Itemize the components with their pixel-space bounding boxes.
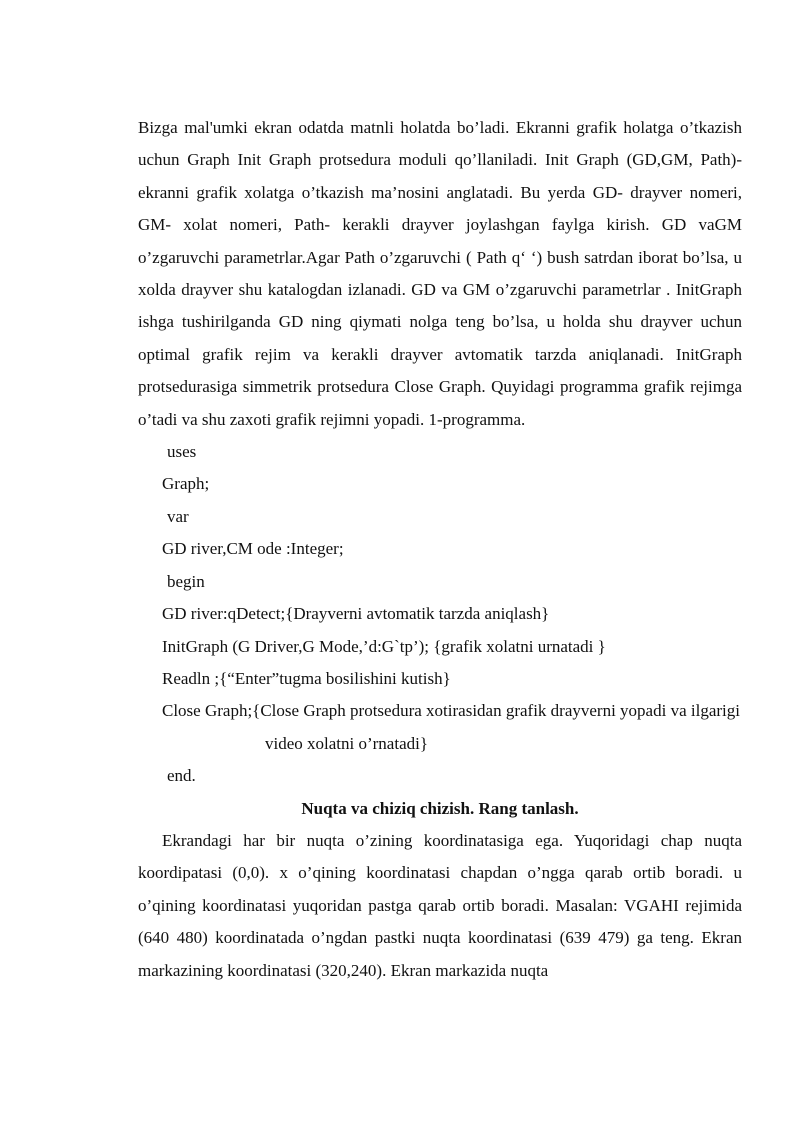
code-line-initgraph: InitGraph (G Driver,G Mode,’d:G`tp’); {grafik xolatni urnatadi } xyxy=(162,636,606,656)
code-line-closegraph: Close Graph;{Close Graph protsedura xotirasidan grafik drayverni yopadi va ilgarigi xyxy=(162,701,740,721)
code-line-declaration: GD river,CM ode :Integer; xyxy=(162,539,344,559)
code-line-end: end. xyxy=(167,766,196,786)
section-heading: Nuqta va chiziq chizish. Rang tanlash. xyxy=(301,798,579,818)
code-line-graph: Graph; xyxy=(162,474,210,494)
intro-paragraph: Bizga mal'umki ekran odatda matnli holatda bo’ladi. Ekranni grafik holatga o’tkazish uchun Graph Init Graph protsedura moduli qo’llaniladi. Init Graph (GD,GM, Path)- ekranni grafik xolatga o’tkazish ma’nosini anglatadi. Bu yerda GD- drayver nomeri, GM- xolat nomeri, Path- kerakli drayver joylashgan faylga kirish. GD vaGM o’zgaruvchi parametrlar.Agar Path o’zgaruvchi ( Path q‘ ‘) bush satrdan iborat bo’lsa, u xolda drayver shu katalogdan izlanadi. GD va GM o’zgaruvchi parametrlar . InitGraph ishga tushirilganda GD ning qiymati nolga teng bo’lsa, u holda shu drayver uchun optimal grafik rejim va kerakli drayver avtomatik tarzda aniqlanadi. InitGraph protsedurasiga simmetrik protsedura Close Graph. Quyidagi programma grafik rejimga o’tadi va shu zaxoti grafik rejimni yopadi. 1-programma. xyxy=(138,118,742,429)
section-paragraph: Ekrandagi har bir nuqta o’zining koordinatasiga ega. Yuqoridagi chap nuqta koordipatasi (0,0). x o’qining koordinatasi chapdan o’ngga qarab ortib boradi. u o’qining koordinatasi yuqoridan pastga qarab ortib boradi. Masalan: VGAHI rejimida (640 480) koordinatada o’ngdan pastki nuqta koordinatasi (639 479) ga teng. Ekran markazining koordinatasi (320,240). Ekran markazida nuqta xyxy=(138,830,742,980)
code-line-begin: begin xyxy=(167,571,205,591)
code-line-detect: GD river:qDetect;{Drayverni avtomatik tarzda aniqlash} xyxy=(162,604,550,624)
code-line-var: var xyxy=(167,506,189,526)
code-line-closegraph-continuation: video xolatni o’rnatadi} xyxy=(265,733,429,753)
code-listing xyxy=(138,436,742,792)
document-body xyxy=(138,112,742,987)
code-line-readln: Readln ;{“Enter”tugma bosilishini kutish} xyxy=(162,668,451,688)
code-line-uses: uses xyxy=(167,442,197,462)
